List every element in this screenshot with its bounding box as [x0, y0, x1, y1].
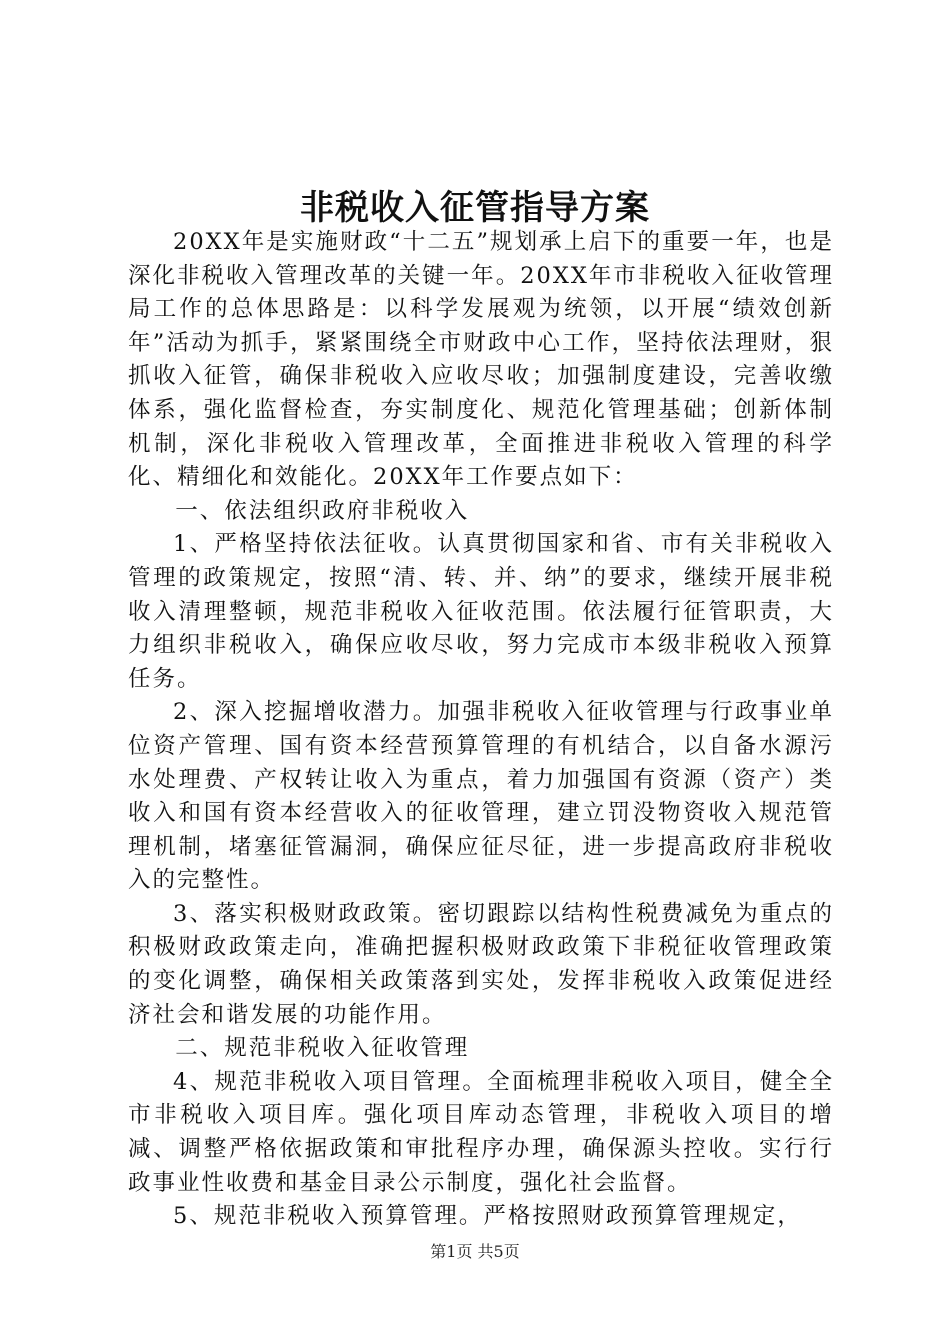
page-number-footer: 第1页 共5页 [430, 1242, 520, 1261]
section-heading-1: 一、依法组织政府非税收入 [175, 497, 470, 524]
section-heading-2: 二、规范非税收入征收管理 [175, 1035, 470, 1062]
paragraph-item-5: 5、规范非税收入预算管理。严格按照财政预算管理规定， [173, 1203, 802, 1230]
paragraph-item-3: 3、落实积极财政政策。密切跟踪以结构性税费减免为重点的积极财政政策走向，准确把握积极财政政策下非税征收管理政策的变化调整，确保相关政策落到实处，发挥非税收入政策促进经济社会和谐发展的功能作用。 [128, 900, 834, 1028]
document-title: 非税收入征管指导方案 [300, 188, 650, 228]
paragraph-item-2: 2、深入挖掘增收潜力。加强非税收入征收管理与行政事业单位资产管理、国有资本经营预算管理的有机结合，以自备水源污水处理费、产权转让收入为重点，着力加强国有资源（资产）类收入和国有资本经营收入的征收管理，建立罚没物资收入规范管理机制，堵塞征管漏洞，确保应征尽征，进一步提高政府非税收入的完整性。 [128, 699, 834, 894]
paragraph-item-4: 4、规范非税收入项目管理。全面梳理非税收入项目，健全全市非税收入项目库。强化项目库动态管理，非税收入项目的增减、调整严格依据政策和审批程序办理，确保源头控收。实行行政事业性收费和基金目录公示制度，强化社会监督。 [128, 1068, 834, 1196]
paragraph-item-1: 1、严格坚持依法征收。认真贯彻国家和省、市有关非税收入管理的政策规定，按照“清、转、并、纳”的要求，继续开展非税收入清理整顿，规范非税收入征收范围。依法履行征管职责，大力组织非税收入，确保应收尽收，努力完成市本级非税收入预算任务。 [128, 531, 834, 692]
paragraph-intro: 20XX年是实施财政“十二五”规划承上启下的重要一年，也是深化非税收入管理改革的关键一年。20XX年市非税收入征收管理局工作的总体思路是：以科学发展观为统领，以开展“绩效创新年”活动为抓手，紧紧围绕全市财政中心工作，坚持依法理财，狠抓收入征管，确保非税收入应收尽收；加强制度建设，完善收缴体系，强化监督检查，夯实制度化、规范化管理基础；创新体制机制，深化非税收入管理改革，全面推进非税收入管理的科学化、精细化和效能化。20XX年工作要点如下： [128, 229, 834, 491]
document-body [128, 226, 834, 1234]
